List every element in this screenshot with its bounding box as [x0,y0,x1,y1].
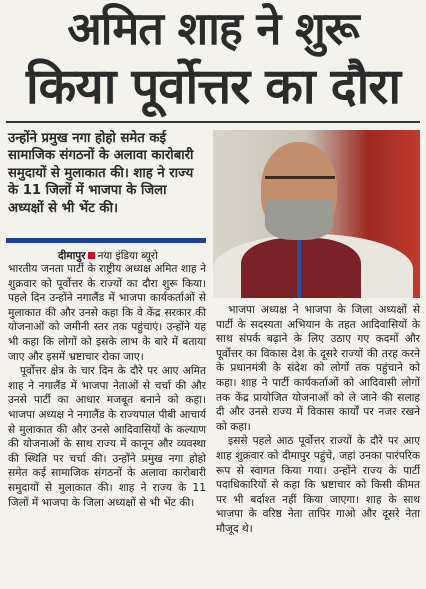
article-column-right [216,303,420,537]
photo-vest [241,238,361,298]
deck-underline-bar [6,238,206,243]
headline-line-2: किया पूर्वोत्तर का दौरा [25,58,401,115]
article-paragraph: इससे पहले आठ पूर्वोत्तर राज्यों के दौरे पर आए शाह शुक्रवार को दीमापुर पहुंचे, जहां उनका पारंपरिक रूप से स्वागत किया गया। उन्होंने राज्य के पार्टी पदाधिकारियों से कहा कि भ्रष्टाचार को किसी कीमत पर भी बर्दाश्त नहीं किया जाएगा। शाह के साथ भाजपा के वरिष्ठ नेता तापिर गाओ और दूसरे नेता मौजूद थे। [216,435,420,535]
dateline [58,249,158,263]
article-paragraph: भाजपा अध्यक्ष ने भाजपा के जिला अध्यक्षों से पार्टी के सदस्यता अभियान के तहत आदिवासियों के साथ संपर्क बढ़ाने के लिए उठाए गए कदमों और पूर्वोत्तर का विकास देश के दूसरे राज्यों की तरह करने के प्रधानमंत्री के संदेश को लोगों तक पहुंचाने को कहा। शाह ने पार्टी कार्यकर्ताओं को आदिवासी लोगों तक केंद्र प्रायोजित योजनाओं को ले जाने की सलाह दी और उनसे राज्य में विकास कार्यों पर नजर रखने को कहा। [216,304,420,433]
headline-rule [6,121,420,123]
photo-glasses [265,176,335,193]
dateline-agency: नया इंडिया ब्यूरो [97,250,158,262]
deck-summary: उन्होंने प्रमुख नगा होहो समेत कई सामाजिक संगठनों के अलावा कारोबारी समुदायों से मुलाकात की। शाह ने राज्य के 11 जिलों में भाजपा के जिला अध्यक्षों से भी भेंट की। [8,131,194,216]
photo-beard [265,200,333,240]
dateline-square-icon [88,252,95,259]
article-paragraph: पूर्वोत्तर क्षेत्र के चार दिन के दौरे पर आए अमित शाह ने नगालैंड में भाजपा नेताओं से चर्चा की और उनसे पार्टी का आधार मजबूत बनाने को कहा। भाजपा अध्यक्ष ने नगालैंड के राज्यपाल पीबी आचार्य से मुलाकात की और उनसे आदिवासियों के कल्याण की योजनाओं के साथ राज्य में कानून और व्यवस्था की स्थिति पर चर्चा की। उन्होंने प्रमुख नगा होहो समेत कई सामाजिक संगठनों के अलावा कारोबारी समुदायों से मुलाकात की। शाह ने राज्य के 11 जिलों में भाजपा के जिला अध्यक्षों से भी भेंट की। [8,365,206,509]
photo-lanyard [297,238,301,298]
person-photo [213,130,420,298]
article-column-left [8,262,206,510]
article-paragraph: भारतीय जनता पार्टी के राष्ट्रीय अध्यक्ष अमित शाह ने शुक्रवार को पूर्वोत्तर के राज्यों का दौरा शुरू किया। पहले दिन उन्होंने नगालैंड में भाजपा कार्यकर्ताओं से मुलाकात की और उनसे कहा कि वे केंद्र सरकार की योजनाओं को जमीनी स्तर तक पहुंचाएं। उन्होंने यह भी कहा कि लोगों को इसके लाभ के बारे में बताया जाए और इसमें भ्रष्टाचार रोका जाए। [8,263,206,363]
headline-line-1: अमित शाह ने शुरू [67,2,359,55]
dateline-place: दीमापुर [58,250,86,262]
